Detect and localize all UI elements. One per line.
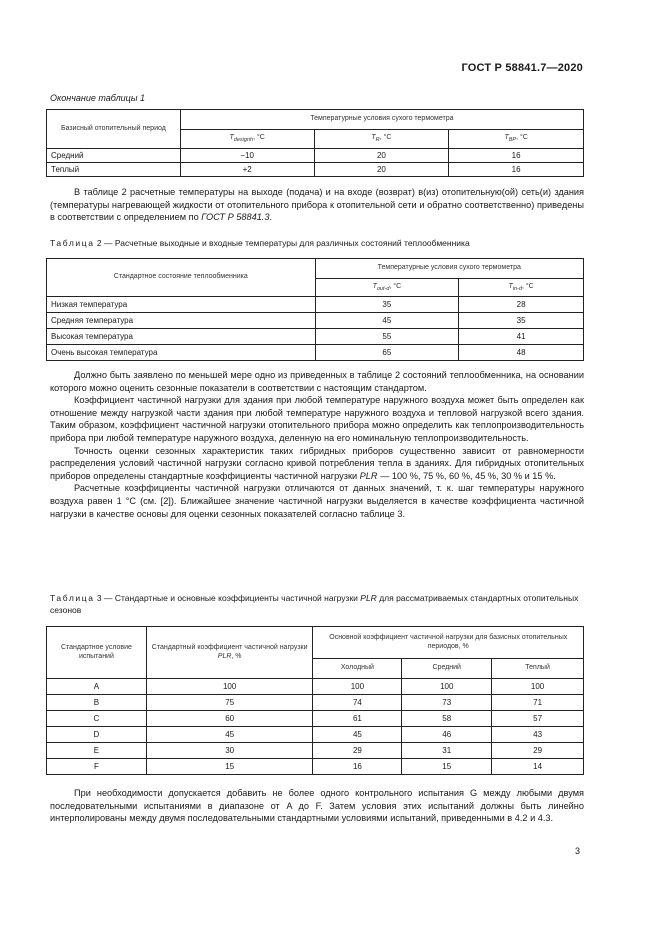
table3-subheader: Холодный: [313, 659, 402, 679]
table2-col0-header: Стандартное состояние теплообменника: [47, 259, 316, 297]
table2-caption: Таблица 2 — Расчетные выходные и входные температуры для различных состояний теплообменника: [50, 238, 470, 248]
table2-group-header: Температурные условия сухого термометра: [315, 259, 584, 279]
table-row: Высокая температура 55 41: [47, 329, 584, 345]
paragraph: В таблице 2 расчетные температуры на выходе (подача) и на входе (возврат) в(из) отопительную(ой) сеть(и) здания (температуры нагревающей жидкости от отопительного прибора к отопительной сети и обратно соответственно) приведены в соответствии с определением по ГОСТ Р 58841.3.: [50, 187, 584, 223]
table1-col0-header: Базисный отопительный период: [47, 110, 181, 149]
table2-subheader: $T_{out-d}$, °С: [315, 279, 459, 297]
table3-group-header: Основной коэффициент частичной нагрузки для базисных отопительных периодов, %: [313, 627, 584, 659]
table1-group-header: Температурные условия сухого термометра: [180, 110, 583, 130]
table3-subheader: Средний: [402, 659, 492, 679]
table2: [46, 258, 584, 361]
table3-subheader: Теплый: [492, 659, 584, 679]
paragraph: Должно быть заявлено по меньшей мере одно из приведенных в таблице 2 состояний теплообменника, на основании которого можно оценить сезонные показатели в соответствии с настоящим стандартом. Коэффициент частичной нагрузки для здания при любой температуре наружного воздуха может быть определен как отношение между нагрузкой части здания при любой температуре наружного воздуха и тепловой нагрузкой всего здания. Таким образом, коэффициент частичной нагрузки отопительного прибора можно определить как теплопроизводительность прибора при любой температуре наружного воздуха, деленную на его номинальную теплопроизводительность. Точность оценки сезонных характеристик таких гибридных приборов существенно зависит от равномерности распределения условий частичной нагрузки согласно кривой потребления тепла в зданиях. Для гибридных отопительных приборов определены стандартные коэффициенты частичной нагрузки PLR — 100 %, 75 %, 60 %, 45 %, 30 % и 15 %. Расчетные коэффициенты частичной нагрузки отличаются от данных значений, т. к. шаг температуры наружного воздуха равен 1 °С (см. [2]). Ближайшее значение частичной нагрузки выделяется в качестве коэффициента частичной нагрузки в качестве основы для оценки сезонных показателей согласно таблице 3.: [50, 370, 584, 519]
table-row: Средняя температура 45 35: [47, 313, 584, 329]
table2-subheader: $T_{in-d}$, °С: [459, 279, 584, 297]
table1-caption: Окончание таблицы 1: [50, 93, 145, 103]
table3: [46, 626, 584, 775]
table1-subheader: $T_{designh}$, °С: [180, 130, 314, 149]
table-row: D 45 45 46 43: [47, 727, 584, 743]
paragraph: При необходимости допускается добавить не более одного контрольного испытания G между любыми двумя последовательными испытаниями в диапазоне от A до F. Затем условия этих испытаний должны быть линейно интерполированы между двумя последовательными стандартными условиями испытаний, приведенными в 4.2 и 4.3.: [50, 788, 584, 824]
table-row: E 30 29 31 29: [47, 743, 584, 759]
page-number: 3: [575, 846, 581, 856]
standard-reference: ГОСТ Р 58841.3: [201, 212, 270, 223]
table3-col0-header: Стандартное условие испытаний: [47, 627, 147, 679]
document-id: ГОСТ Р 58841.7—2020: [461, 62, 583, 74]
table-row: C 60 61 58 57: [47, 711, 584, 727]
table-row: Низкая температура 35 28: [47, 297, 584, 313]
table-row: Очень высокая температура 65 48: [47, 345, 584, 361]
table1-subheader: $T_{BP}$, °С: [449, 130, 584, 149]
table-row: Теплый +2 20 16: [47, 163, 584, 177]
table-row: A 100 100 100 100: [47, 679, 584, 695]
table-row: F 15 16 15 14: [47, 759, 584, 775]
table1-subheader: $T_R$, °С: [314, 130, 449, 149]
table3-col1-header: Стандартный коэффициент частичной нагрузки PLR, %: [146, 627, 313, 679]
table-row: B 75 74 73 71: [47, 695, 584, 711]
table1: [46, 109, 584, 177]
table3-caption: Таблица 3 — Стандартные и основные коэффициенты частичной нагрузки PLR для рассматриваемых стандартных отопительных сезонов: [50, 593, 579, 615]
table-row: Средний −10 20 16: [47, 149, 584, 163]
